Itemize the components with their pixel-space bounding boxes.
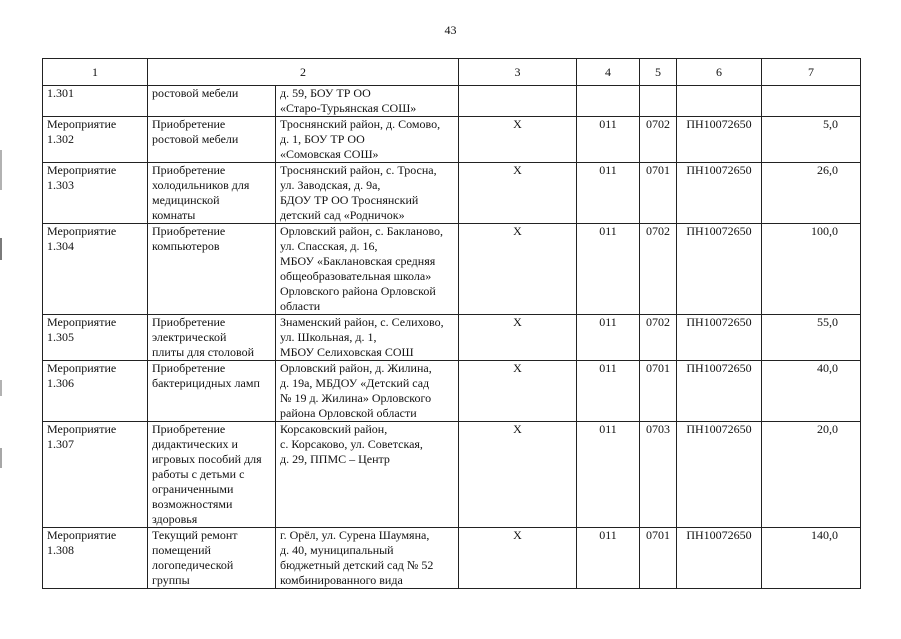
event-name-cell-line: работы с детьми с	[152, 467, 245, 481]
address-cell	[276, 315, 459, 361]
col4-cell: 011	[577, 315, 640, 361]
amount-cell	[762, 86, 861, 117]
header-cell: 1	[43, 59, 148, 86]
scan-edge-mark	[0, 238, 2, 260]
col5-cell	[640, 86, 677, 117]
event-name-cell-line: возможностями	[152, 497, 233, 511]
event-name-cell-line: Текущий ремонт	[152, 528, 238, 542]
event-name-cell-line: логопедической	[152, 558, 234, 572]
event-name-cell	[148, 528, 276, 589]
amount-cell: 100,0	[762, 224, 861, 315]
col3-cell: Х	[459, 163, 577, 224]
event-id-cell	[43, 86, 148, 117]
event-name-cell-line: дидактических и	[152, 437, 238, 451]
budget-table	[42, 58, 861, 589]
event-name-cell-line: Приобретение	[152, 117, 226, 131]
address-cell	[276, 224, 459, 315]
address-cell	[276, 163, 459, 224]
header-cell: 4	[577, 59, 640, 86]
col5-cell: 0701	[640, 163, 677, 224]
event-name-cell-line: игровых пособий для	[152, 452, 262, 466]
event-name-cell-line: Приобретение	[152, 422, 226, 436]
address-cell-line: бюджетный детский сад № 52	[280, 558, 434, 572]
event-id-cell	[43, 422, 148, 528]
event-name-cell	[148, 117, 276, 163]
table-row	[43, 163, 861, 224]
table-row	[43, 86, 861, 117]
col6-cell: ПН10072650	[677, 117, 762, 163]
header-cell: 7	[762, 59, 861, 86]
col5-cell: 0703	[640, 422, 677, 528]
event-name-cell-line: Приобретение	[152, 361, 226, 375]
event-name-cell	[148, 361, 276, 422]
col6-cell: ПН10072650	[677, 528, 762, 589]
event-id-cell	[43, 117, 148, 163]
col4-cell: 011	[577, 528, 640, 589]
table-row	[43, 361, 861, 422]
event-name-cell-line: ростовой мебели	[152, 132, 239, 146]
col6-cell: ПН10072650	[677, 224, 762, 315]
address-cell-line: «Сомовская СОШ»	[280, 147, 379, 161]
event-id-cell-line: Мероприятие	[47, 224, 117, 238]
header-cell: 6	[677, 59, 762, 86]
event-name-cell	[148, 224, 276, 315]
event-id-cell-line: Мероприятие	[47, 528, 117, 542]
event-name-cell	[148, 315, 276, 361]
event-name-cell-line: Приобретение	[152, 315, 226, 329]
table-row	[43, 315, 861, 361]
event-id-cell-line: 1.303	[47, 178, 74, 192]
address-cell-line: ул. Заводская, д. 9а,	[280, 178, 381, 192]
col4-cell: 011	[577, 163, 640, 224]
header-cell: 5	[640, 59, 677, 86]
event-name-cell-line: помещений	[152, 543, 211, 557]
event-name-cell-line: комнаты	[152, 208, 196, 222]
scan-edge-mark	[0, 448, 2, 468]
amount-cell: 40,0	[762, 361, 861, 422]
event-id-cell-line: Мероприятие	[47, 117, 117, 131]
event-name-cell-line: компьютеров	[152, 239, 220, 253]
col3-cell	[459, 86, 577, 117]
event-name-cell-line: ростовой мебели	[152, 86, 239, 100]
event-name-cell-line: Приобретение	[152, 163, 226, 177]
col6-cell: ПН10072650	[677, 315, 762, 361]
event-id-cell-line: 1.301	[47, 86, 74, 100]
amount-cell: 20,0	[762, 422, 861, 528]
address-cell-line: с. Корсаково, ул. Советская,	[280, 437, 423, 451]
event-id-cell-line: Мероприятие	[47, 422, 117, 436]
event-name-cell-line: здоровья	[152, 512, 198, 526]
col4-cell: 011	[577, 361, 640, 422]
col5-cell: 0701	[640, 528, 677, 589]
address-cell-line: д. 59, БОУ ТР ОО	[280, 86, 371, 100]
col3-cell: Х	[459, 528, 577, 589]
address-cell-line: д. 29, ППМС – Центр	[280, 452, 390, 466]
address-cell-line: БДОУ ТР ОО Троснянский	[280, 193, 419, 207]
address-cell-line: ул. Школьная, д. 1,	[280, 330, 377, 344]
address-cell-line: «Старо-Турьянская СОШ»	[280, 101, 417, 115]
col3-cell: Х	[459, 117, 577, 163]
event-id-cell-line: 1.307	[47, 437, 74, 451]
header-cell: 3	[459, 59, 577, 86]
address-cell-line: д. 40, муниципальный	[280, 543, 394, 557]
col5-cell: 0701	[640, 361, 677, 422]
col6-cell: ПН10072650	[677, 163, 762, 224]
event-id-cell-line: 1.302	[47, 132, 74, 146]
col5-cell: 0702	[640, 315, 677, 361]
address-cell	[276, 361, 459, 422]
amount-cell: 55,0	[762, 315, 861, 361]
event-name-cell-line: холодильников для	[152, 178, 250, 192]
col3-cell: Х	[459, 315, 577, 361]
address-cell-line: № 19 д. Жилина» Орловского	[280, 391, 432, 405]
page-number: 43	[444, 23, 457, 37]
header-cell: 2	[148, 59, 459, 86]
event-name-cell-line: Приобретение	[152, 224, 226, 238]
event-name-cell-line: ограниченными	[152, 482, 234, 496]
event-name-cell-line: группы	[152, 573, 190, 587]
event-id-cell	[43, 163, 148, 224]
event-name-cell-line: плиты для столовой	[152, 345, 254, 359]
address-cell-line: детский сад «Родничок»	[280, 208, 405, 222]
address-cell	[276, 117, 459, 163]
address-cell	[276, 422, 459, 528]
address-cell-line: Троснянский район, д. Сомово,	[280, 117, 441, 131]
table-row	[43, 422, 861, 528]
scan-edge-mark	[0, 150, 2, 190]
event-id-cell	[43, 315, 148, 361]
address-cell-line: д. 1, БОУ ТР ОО	[280, 132, 365, 146]
address-cell-line: Корсаковский район,	[280, 422, 388, 436]
address-cell-line: г. Орёл, ул. Сурена Шаумяна,	[280, 528, 430, 542]
event-id-cell	[43, 224, 148, 315]
event-name-cell-line: медицинской	[152, 193, 220, 207]
col5-cell: 0702	[640, 117, 677, 163]
address-cell	[276, 528, 459, 589]
table-row	[43, 117, 861, 163]
address-cell-line: области	[280, 299, 321, 313]
event-id-cell-line: 1.304	[47, 239, 74, 253]
col3-cell: Х	[459, 361, 577, 422]
scan-edge-mark	[0, 380, 2, 396]
col3-cell: Х	[459, 422, 577, 528]
table-header-row	[43, 59, 861, 86]
address-cell-line: ул. Спасская, д. 16,	[280, 239, 378, 253]
col6-cell: ПН10072650	[677, 361, 762, 422]
address-cell-line: МБОУ «Баклановская средняя	[280, 254, 436, 268]
address-cell-line: комбинированного вида	[280, 573, 403, 587]
col3-cell: Х	[459, 224, 577, 315]
event-id-cell	[43, 361, 148, 422]
address-cell-line: Троснянский район, с. Тросна,	[280, 163, 437, 177]
event-id-cell-line: 1.306	[47, 376, 74, 390]
address-cell-line: д. 19а, МБДОУ «Детский сад	[280, 376, 430, 390]
table-row	[43, 224, 861, 315]
event-id-cell-line: 1.308	[47, 543, 74, 557]
address-cell-line: Знаменский район, с. Селихово,	[280, 315, 444, 329]
col4-cell: 011	[577, 117, 640, 163]
col6-cell: ПН10072650	[677, 422, 762, 528]
event-name-cell-line: электрической	[152, 330, 227, 344]
col4-cell: 011	[577, 422, 640, 528]
address-cell-line: Орловского района Орловской	[280, 284, 436, 298]
event-id-cell-line: 1.305	[47, 330, 74, 344]
table-row	[43, 528, 861, 589]
event-name-cell	[148, 86, 276, 117]
address-cell-line: общеобразовательная школа»	[280, 269, 432, 283]
amount-cell: 140,0	[762, 528, 861, 589]
amount-cell: 5,0	[762, 117, 861, 163]
event-id-cell-line: Мероприятие	[47, 163, 117, 177]
event-name-cell-line: бактерицидных ламп	[152, 376, 260, 390]
address-cell-line: МБОУ Селиховская СОШ	[280, 345, 414, 359]
col4-cell: 011	[577, 224, 640, 315]
address-cell-line: района Орловской области	[280, 406, 417, 420]
event-name-cell	[148, 422, 276, 528]
event-id-cell	[43, 528, 148, 589]
amount-cell: 26,0	[762, 163, 861, 224]
event-name-cell	[148, 163, 276, 224]
address-cell-line: Орловский район, с. Бакланово,	[280, 224, 443, 238]
address-cell	[276, 86, 459, 117]
event-id-cell-line: Мероприятие	[47, 361, 117, 375]
col5-cell: 0702	[640, 224, 677, 315]
col6-cell	[677, 86, 762, 117]
event-id-cell-line: Мероприятие	[47, 315, 117, 329]
col4-cell	[577, 86, 640, 117]
address-cell-line: Орловский район, д. Жилина,	[280, 361, 432, 375]
